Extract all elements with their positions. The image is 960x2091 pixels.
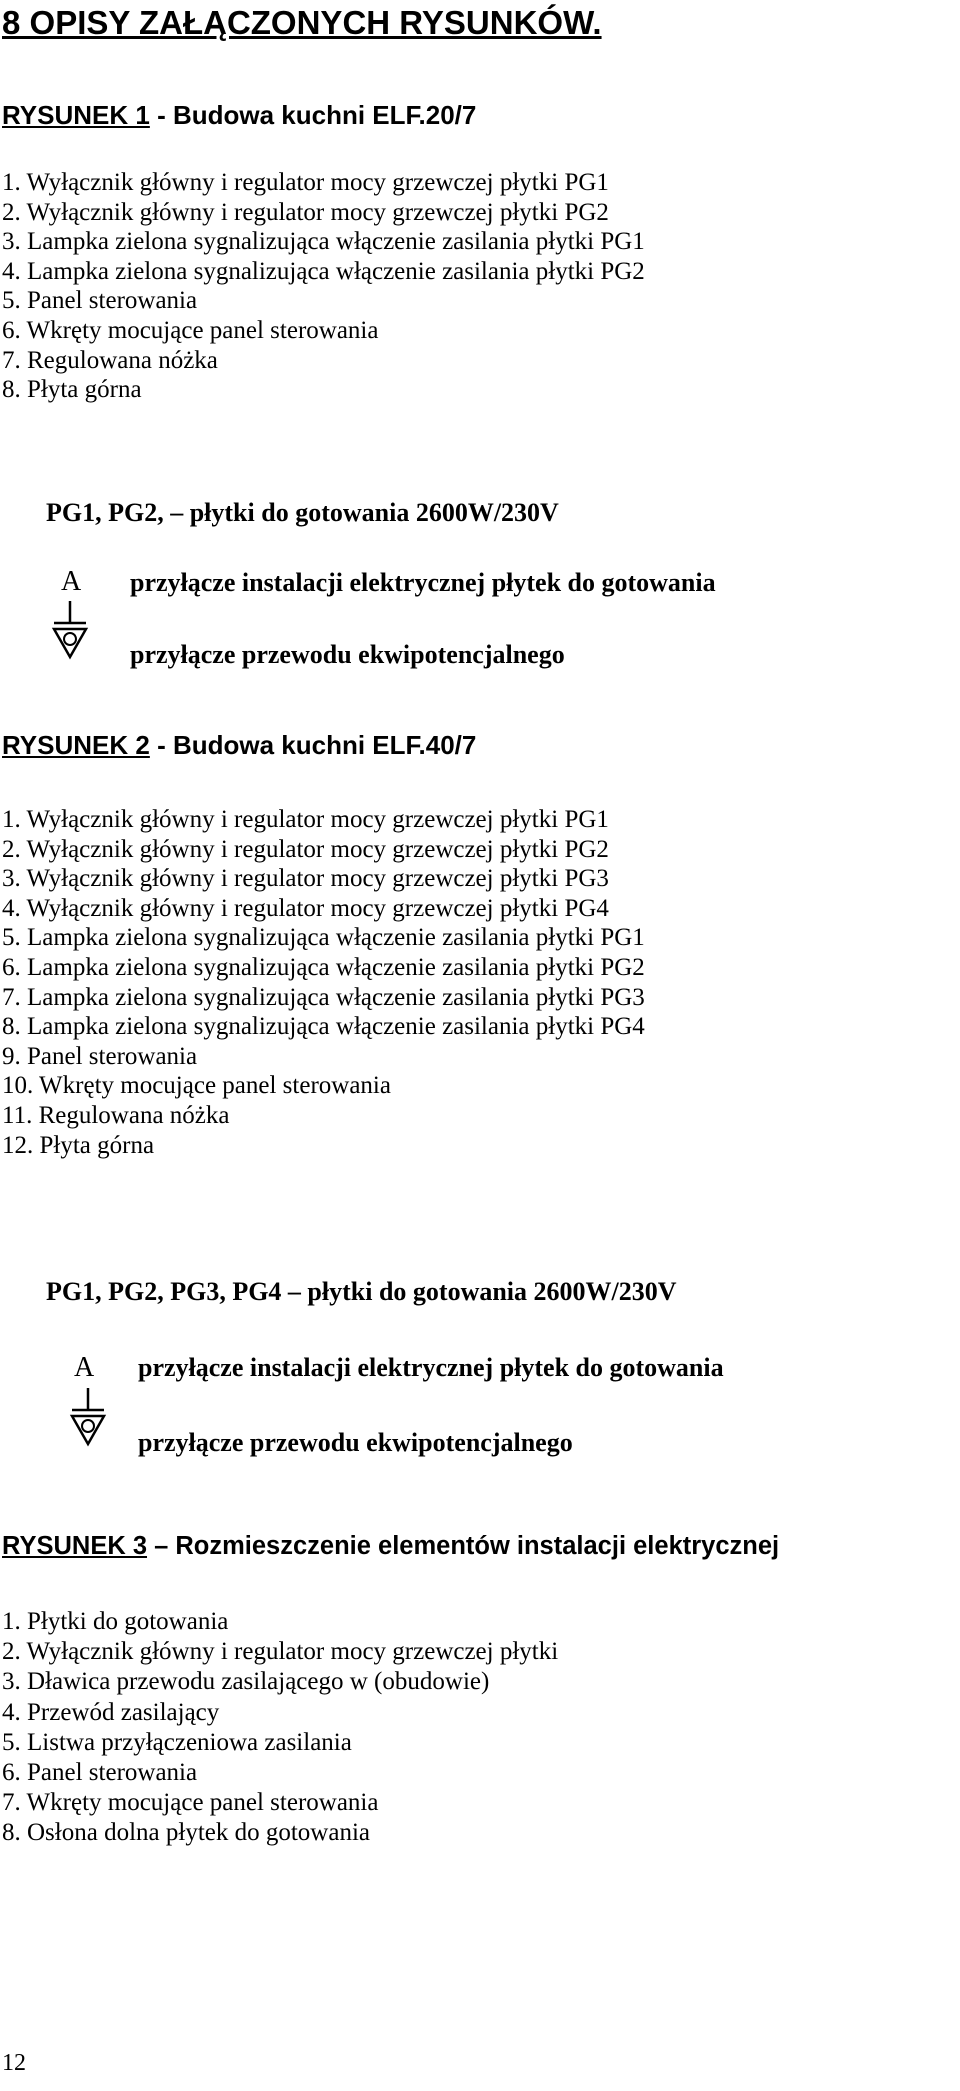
list-item: 11. Regulowana nóżka (2, 1101, 230, 1129)
list-item: 4. Lampka zielona sygnalizująca włączenie zasilania płytki PG2 (2, 257, 645, 285)
section-3-label: RYSUNEK 3 (2, 1532, 148, 1560)
section-1-plates-line: PG1, PG2, – płytki do gotowania 2600W/230V (46, 498, 559, 527)
list-item: 6. Wkręty mocujące panel sterowania (2, 316, 379, 344)
section-1-label: RYSUNEK 1 (2, 100, 150, 130)
section-2-title: Budowa kuchni ELF.40/7 (172, 730, 477, 760)
list-item: 3. Dławica przewodu zasilającego w (obudowie) (2, 1668, 490, 1696)
section-3-title: Rozmieszczenie elementów instalacji elektrycznej (175, 1532, 780, 1560)
list-item: 8. Lampka zielona sygnalizująca włączenie zasilania płytki PG4 (2, 1013, 645, 1041)
list-item: 7. Lampka zielona sygnalizująca włączenie zasilania płytki PG3 (2, 983, 645, 1011)
list-item: 6. Lampka zielona sygnalizująca włączenie zasilania płytki PG2 (2, 953, 645, 981)
equipotential-ground-icon (70, 1388, 106, 1446)
list-item: 4. Wyłącznik główny i regulator mocy grzewczej płytki PG4 (2, 894, 609, 922)
section-2-list (2, 805, 645, 1160)
list-item: 5. Listwa przyłączeniowa zasilania (2, 1728, 352, 1756)
list-item: 9. Panel sterowania (2, 1042, 198, 1070)
section-2-ground-desc: przyłącze przewodu ekwipotencjalnego (138, 1428, 573, 1457)
list-item: 1. Płytki do gotowania (2, 1608, 229, 1635)
page-number: 12 (2, 2050, 26, 2076)
list-item: 7. Wkręty mocujące panel sterowania (2, 1789, 379, 1817)
section-3-heading: RYSUNEK 3 – Rozmieszczenie elementów instalacji elektrycznej (2, 1532, 780, 1560)
list-item: 2. Wyłącznik główny i regulator mocy grzewczej płytki (2, 1638, 559, 1666)
list-item: 8. Osłona dolna płytek do gotowania (2, 1819, 370, 1847)
section-1-symbol-a-desc: przyłącze instalacji elektrycznej płytek do gotowania (130, 568, 716, 597)
list-item: 2. Wyłącznik główny i regulator mocy grzewczej płytki PG2 (2, 835, 609, 863)
section-2-label: RYSUNEK 2 (2, 730, 150, 760)
list-item: 8. Płyta górna (2, 376, 142, 404)
page-heading: 8 OPISY ZAŁĄCZONYCH RYSUNKÓW. (2, 4, 602, 41)
section-2-heading: RYSUNEK 2 - Budowa kuchni ELF.40/7 (2, 730, 477, 760)
list-item: 3. Wyłącznik główny i regulator mocy grzewczej płytki PG3 (2, 865, 609, 893)
section-1-symbol-a: A (61, 566, 82, 597)
section-1-title: Budowa kuchni ELF.20/7 (172, 100, 477, 130)
list-item: 1. Wyłącznik główny i regulator mocy grzewczej płytki PG1 (2, 169, 609, 196)
section-1-heading: RYSUNEK 1 - Budowa kuchni ELF.20/7 (2, 100, 477, 130)
list-item: 7. Regulowana nóżka (2, 346, 218, 374)
equipotential-ground-icon (52, 601, 88, 659)
list-item: 6. Panel sterowania (2, 1759, 198, 1787)
list-item: 10. Wkręty mocujące panel sterowania (2, 1072, 391, 1100)
section-2-symbol-a: A (74, 1352, 95, 1383)
section-1-list (2, 168, 645, 405)
section-2-plates-line: PG1, PG2, PG3, PG4 – płytki do gotowania 2600W/230V (46, 1277, 677, 1306)
list-item: 4. Przewód zasilający (2, 1698, 220, 1726)
list-item: 3. Lampka zielona sygnalizująca włączenie zasilania płytki PG1 (2, 228, 645, 256)
list-item: 1. Wyłącznik główny i regulator mocy grzewczej płytki PG1 (2, 806, 609, 833)
section-3-list (2, 1607, 558, 1849)
section-2-symbol-a-desc: przyłącze instalacji elektrycznej płytek do gotowania (138, 1353, 724, 1382)
list-item: 5. Lampka zielona sygnalizująca włączenie zasilania płytki PG1 (2, 924, 645, 952)
list-item: 2. Wyłącznik główny i regulator mocy grzewczej płytki PG2 (2, 198, 609, 226)
list-item: 12. Płyta górna (2, 1131, 155, 1159)
section-1-ground-desc: przyłącze przewodu ekwipotencjalnego (130, 640, 565, 669)
list-item: 5. Panel sterowania (2, 287, 198, 315)
